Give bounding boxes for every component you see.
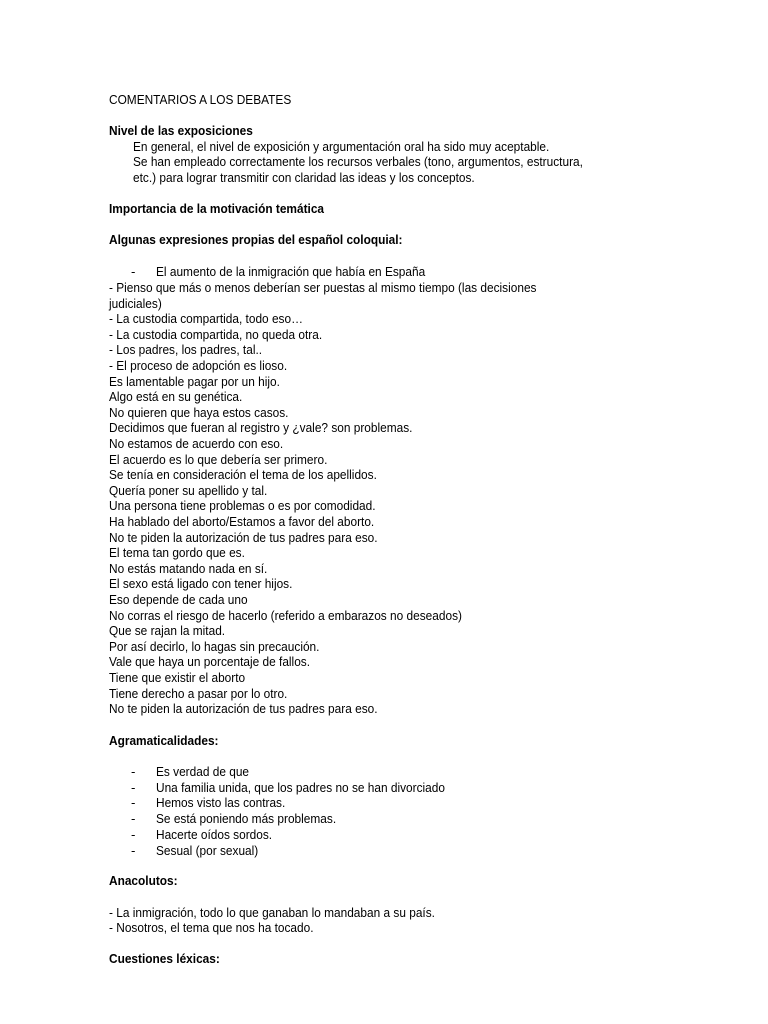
list-item: Una persona tiene problemas o es por comodidad. — [109, 498, 376, 514]
bullet-dash: - — [131, 811, 136, 827]
list-item: Tiene que existir el aborto — [109, 670, 246, 685]
paragraph-line: etc.) para lograr transmitir con claridad las ideas y los conceptos. — [133, 170, 475, 185]
list-item: El sexo está ligado con tener hijos. — [109, 576, 293, 592]
list-item: - Pienso que más o menos deberían ser puestas al mismo tiempo (las decisiones — [109, 280, 537, 295]
list-item: Ha hablado del aborto/Estamos a favor del aborto. — [109, 514, 375, 529]
bullet-dash: - — [131, 779, 136, 795]
list-item: Tiene derecho a pasar por lo otro. — [109, 685, 288, 701]
list-item: Por así decirlo, lo hagas sin precaución. — [109, 638, 320, 654]
list-item: Se tenía en consideración el tema de los apellidos. — [109, 467, 377, 483]
list-item: No corras el riesgo de hacerlo (referido a embarazos no deseados) — [109, 607, 462, 623]
list-item: - La custodia compartida, todo eso… — [109, 311, 303, 327]
list-item: Quería poner su apellido y tal. — [109, 482, 268, 498]
list-item: No quieren que haya estos casos. — [109, 404, 289, 420]
list-item: El acuerdo es lo que debería ser primero. — [109, 451, 328, 467]
section-heading-nivel: Nivel de las exposiciones — [109, 123, 253, 138]
list-item: - Nosotros, el tema que nos ha tocado. — [109, 920, 314, 935]
list-item: Vale que haya un porcentaje de fallos. — [109, 654, 311, 670]
list-item: No te piden la autorización de tus padres para eso. — [109, 529, 378, 545]
list-item: - La custodia compartida, no queda otra. — [109, 326, 323, 342]
list-item: El tema tan gordo que es. — [109, 545, 245, 561]
bullet-dash: - — [131, 764, 136, 779]
list-item: Que se rajan la mitad. — [109, 623, 226, 639]
section-heading-motivacion: Importancia de la motivación temática — [109, 201, 325, 216]
list-item: Eso depende de cada uno — [109, 592, 248, 607]
bullet-dash: - — [131, 826, 136, 842]
bullet-dash: - — [131, 842, 136, 858]
list-item: Hacerte oídos sordos. — [156, 826, 273, 842]
document-title: COMENTARIOS A LOS DEBATES — [109, 92, 292, 107]
list-item: Sesual (por sexual) — [156, 842, 259, 858]
list-item: - El proceso de adopción es lioso. — [109, 358, 288, 373]
bullet-dash: - — [131, 795, 136, 811]
bullet-dash: - — [131, 264, 136, 279]
list-item: Hemos visto las contras. — [156, 795, 286, 811]
list-item: No estás matando nada en sí. — [109, 560, 268, 576]
section-heading-coloquial: Algunas expresiones propias del español coloquial: — [109, 232, 403, 247]
list-item: - La inmigración, todo lo que ganaban lo mandaban a su país. — [109, 905, 435, 920]
paragraph-line: Se han empleado correctamente los recursos verbales (tono, argumentos, estructura, — [133, 154, 583, 169]
list-item: judiciales) — [109, 295, 162, 311]
list-item: Se está poniendo más problemas. — [156, 811, 337, 827]
section-heading-agramaticalidades: Agramaticalidades: — [109, 733, 219, 748]
list-item: Decidimos que fueran al registro y ¿vale? son problemas. — [109, 420, 413, 436]
list-item: - Los padres, los padres, tal.. — [109, 342, 263, 358]
section-heading-anacolutos: Anacolutos: — [109, 873, 178, 888]
list-item: Es verdad de que — [156, 764, 250, 779]
list-item: Es lamentable pagar por un hijo. — [109, 373, 280, 389]
paragraph-line: En general, el nivel de exposición y argumentación oral ha sido muy aceptable. — [133, 139, 550, 154]
list-item: Una familia unida, que los padres no se han divorciado — [156, 779, 445, 795]
list-item: Algo está en su genética. — [109, 389, 243, 405]
section-heading-lexicas: Cuestiones léxicas: — [109, 951, 220, 966]
list-item: El aumento de la inmigración que había en España — [156, 264, 426, 279]
list-item: No estamos de acuerdo con eso. — [109, 436, 284, 451]
list-item: No te piden la autorización de tus padres para eso. — [109, 701, 378, 717]
